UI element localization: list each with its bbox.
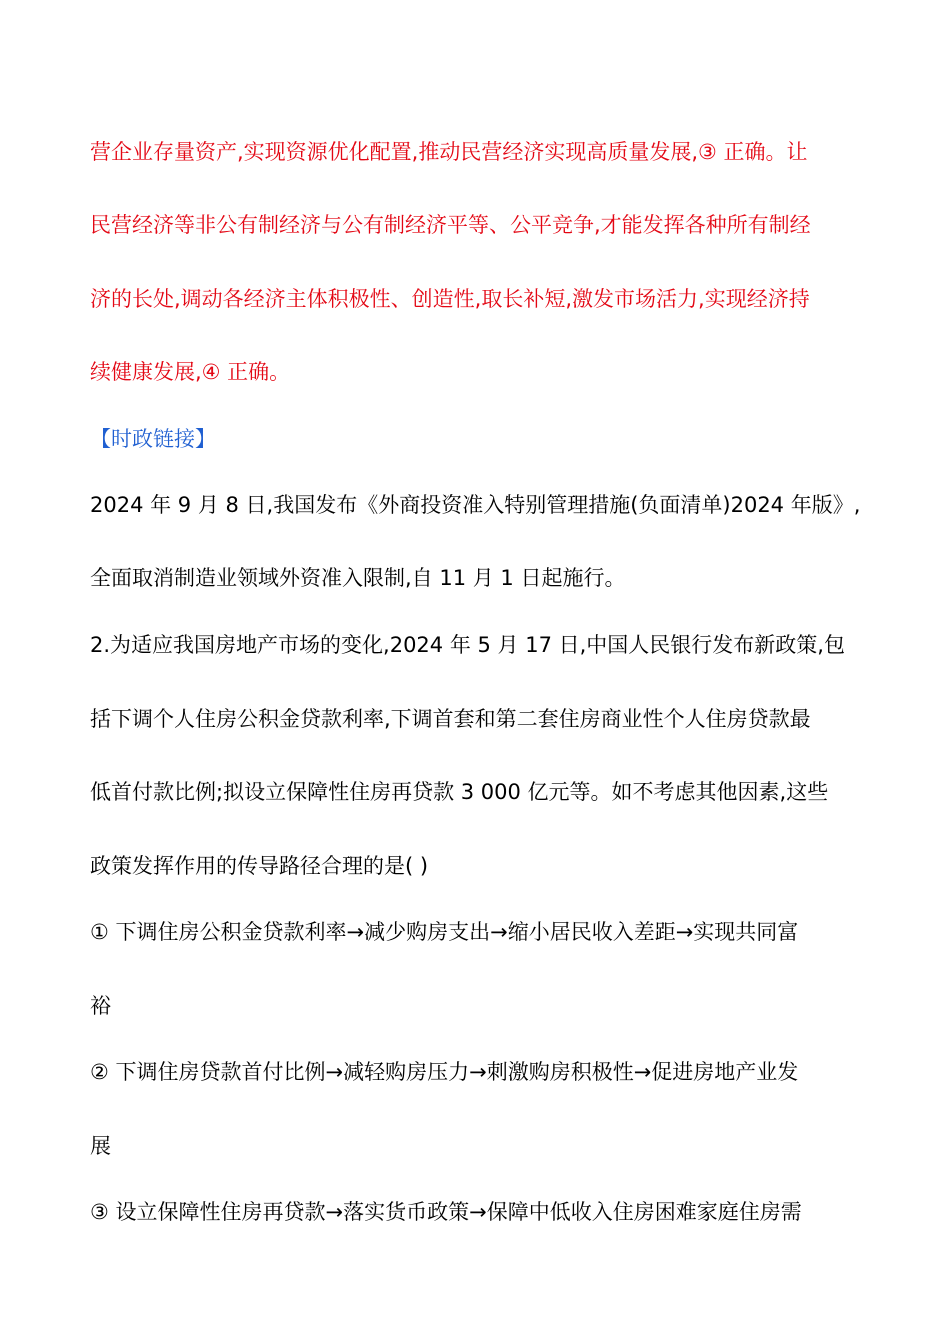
option-3-line-1: ③ 设立保障性住房再贷款→落实货币政策→保障中低收入住房困难家庭住房需 — [90, 1200, 802, 1224]
question-stem-line-1: 2.为适应我国房地产市场的变化,2024 年 5 月 17 日,中国人民银行发布新政策,包 — [90, 633, 845, 657]
analysis-line-3: 济的长处,调动各经济主体积极性、创造性,取长补短,激发市场活力,实现经济持 — [90, 287, 810, 311]
news-link-heading: 【时政链接】 — [90, 427, 216, 451]
option-1-line-1: ① 下调住房公积金贷款利率→减少购房支出→缩小居民收入差距→实现共同富 — [90, 920, 799, 944]
news-link-line-2: 全面取消制造业领域外资准入限制,自 11 月 1 日起施行。 — [90, 566, 626, 590]
analysis-line-4: 续健康发展,④ 正确。 — [90, 360, 291, 384]
question-stem-line-2: 括下调个人住房公积金贷款利率,下调首套和第二套住房商业性个人住房贷款最 — [90, 707, 811, 731]
option-2-line-1: ② 下调住房贷款首付比例→减轻购房压力→刺激购房积极性→促进房地产业发 — [90, 1060, 799, 1084]
question-stem-line-4: 政策发挥作用的传导路径合理的是( ) — [90, 854, 429, 878]
analysis-line-2: 民营经济等非公有制经济与公有制经济平等、公平竞争,才能发挥各种所有制经 — [90, 213, 811, 237]
news-link-line-1: 2024 年 9 月 8 日,我国发布《外商投资准入特别管理措施(负面清单)2024 年版》, — [90, 493, 861, 517]
question-stem-line-3: 低首付款比例;拟设立保障性住房再贷款 3 000 亿元等。如不考虑其他因素,这些 — [90, 780, 829, 804]
option-1-line-2: 裕 — [90, 994, 111, 1018]
analysis-line-1: 营企业存量资产,实现资源优化配置,推动民营经济实现高质量发展,③ 正确。让 — [90, 140, 808, 164]
option-2-line-2: 展 — [90, 1134, 111, 1158]
